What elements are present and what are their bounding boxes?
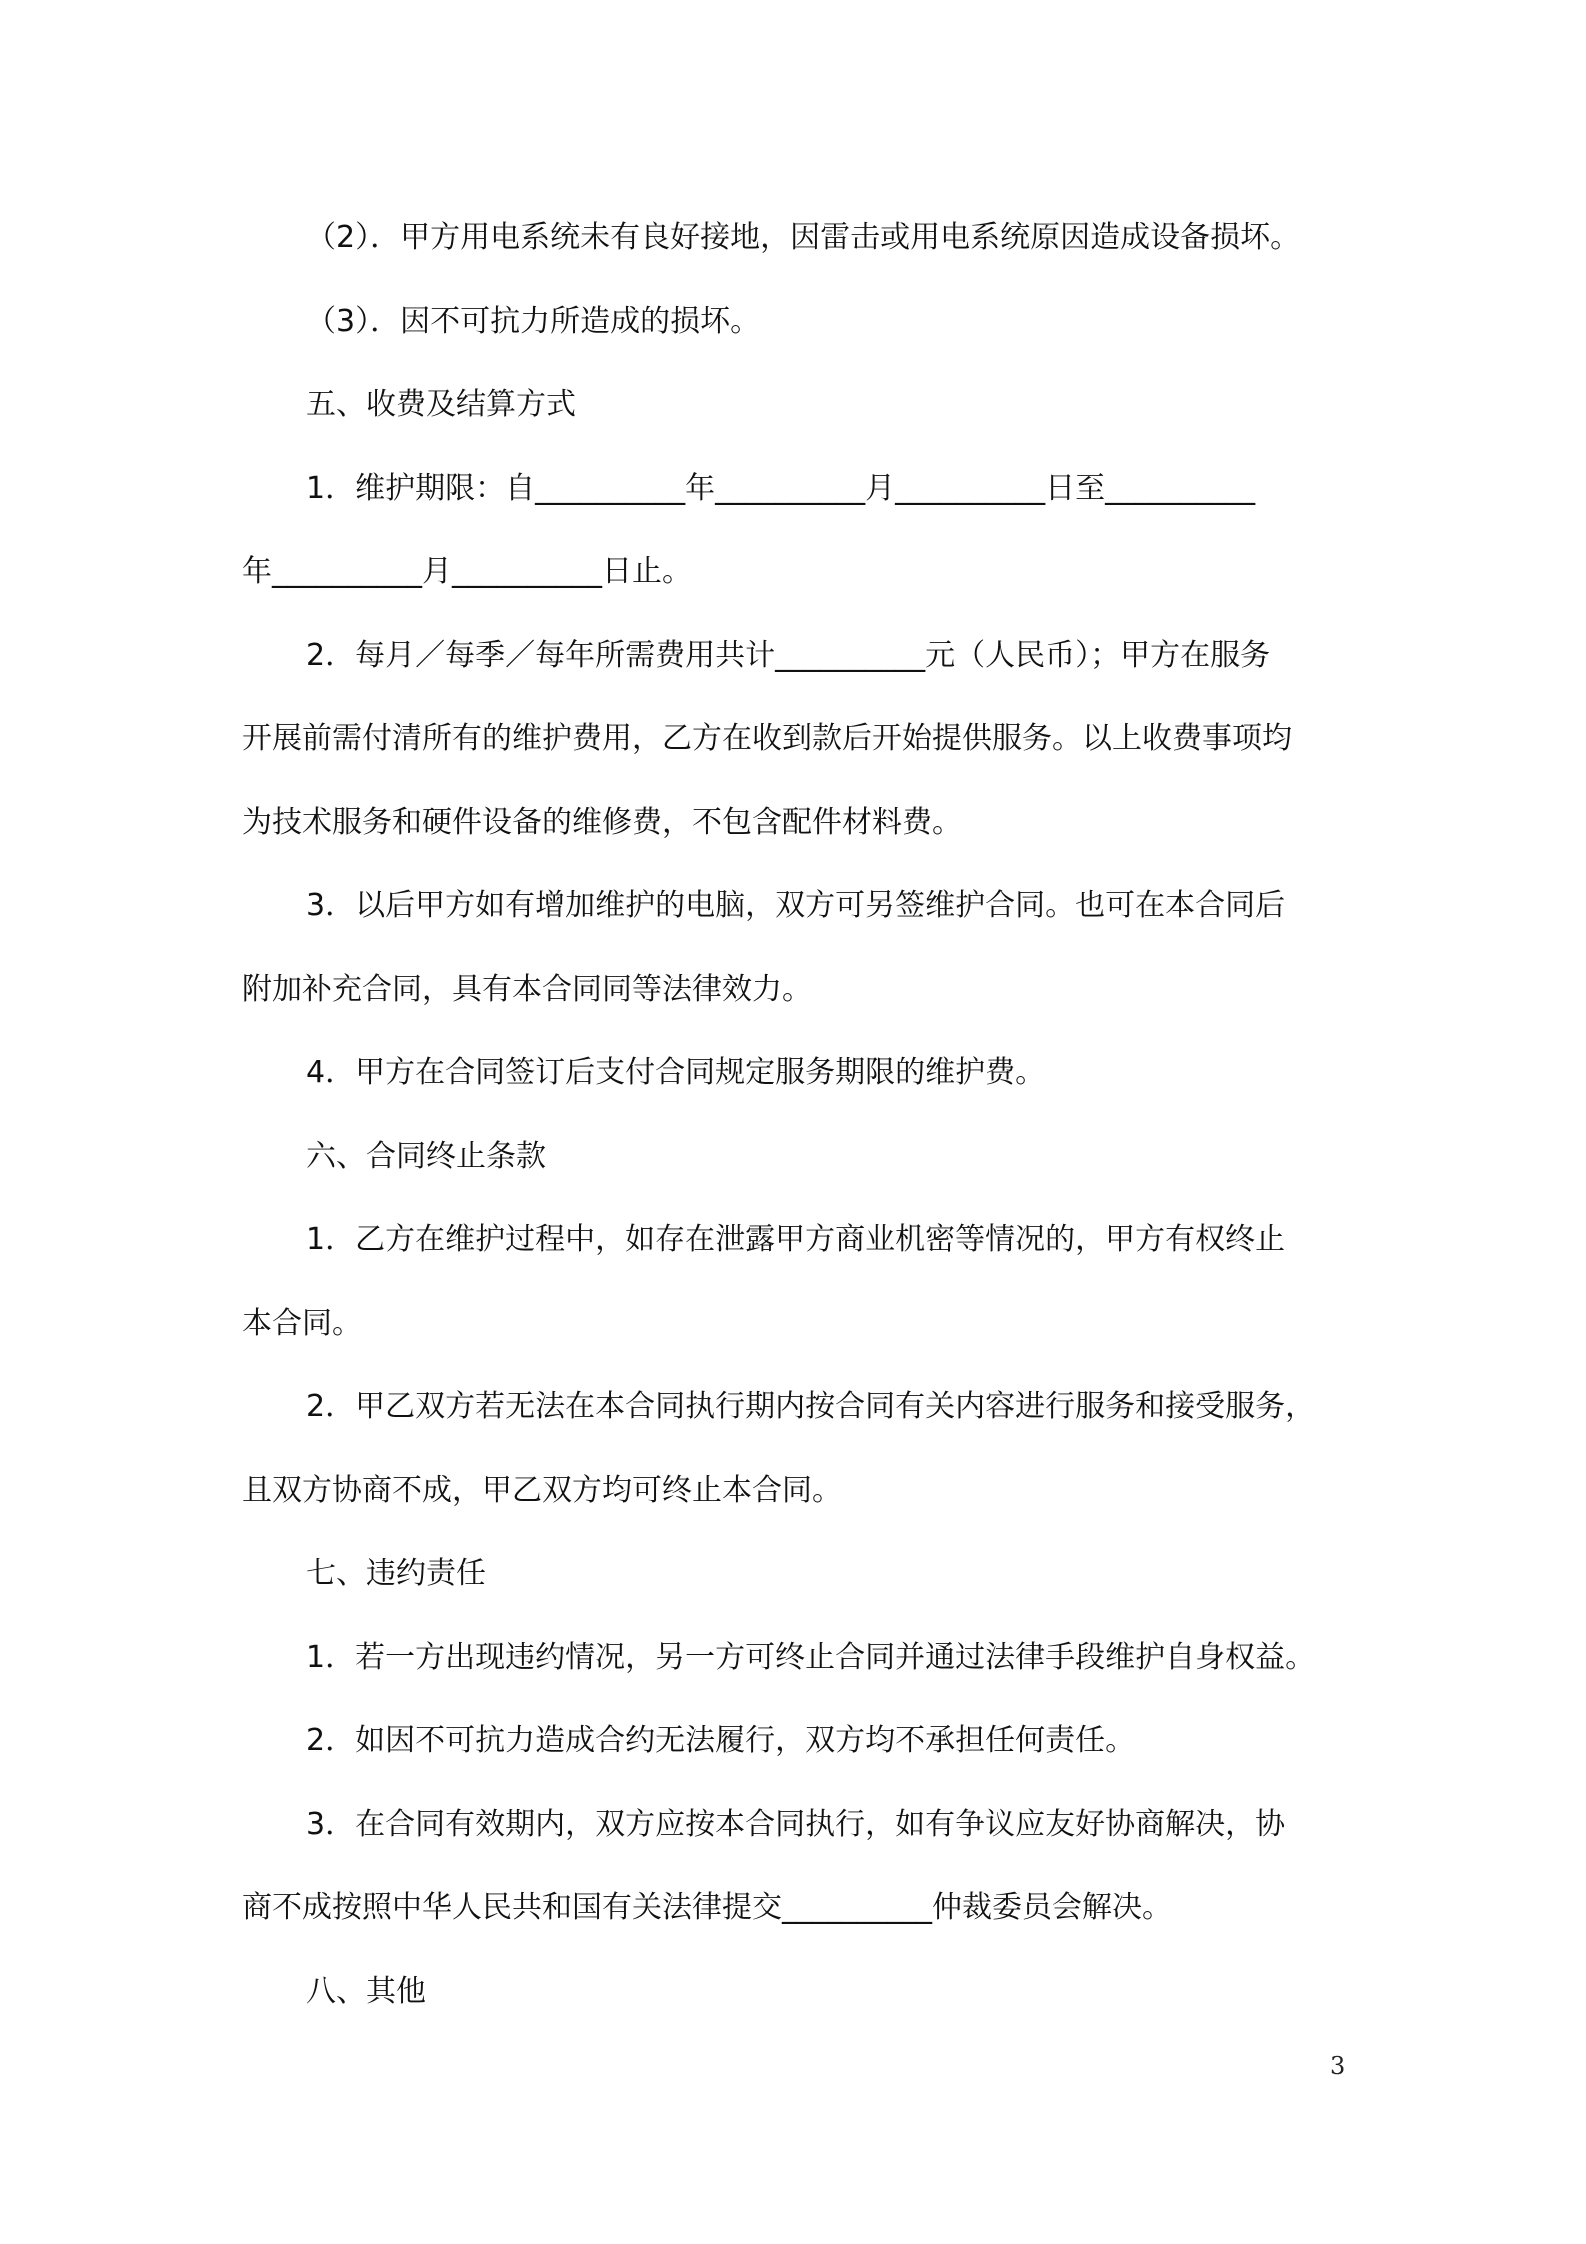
clause-line: 2．如因不可抗力造成合约无法履行，双方均不承担任何责任。 [306,1723,1136,1758]
clause-line: （3）．因不可抗力所造成的损坏。 [306,303,761,339]
section-heading: 八、其他 [306,1973,426,2009]
section-heading: 五、收费及结算方式 [306,387,576,422]
section-heading: 六、合同终止条款 [306,1138,546,1174]
clause-line: 2．甲乙双方若无法在本合同执行期内按合同有关内容进行服务和接受服务， [306,1389,1316,1424]
clause-line: 1．乙方在维护过程中，如存在泄露甲方商业机密等情况的，甲方有权终止 [306,1222,1286,1257]
clause-line: 1．维护期限：自__________年__________月__________日至__________ [306,470,1256,506]
clause-line: 2．每月／每季／每年所需费用共计__________元（人民币）；甲方在服务 [306,637,1271,673]
section-heading: 七、违约责任 [306,1556,486,1591]
clause-line: （2）．甲方用电系统未有良好接地，因雷击或用电系统原因造成设备损坏。 [306,220,1301,255]
clause-line: 1．若一方出现违约情况，另一方可终止合同并通过法律手段维护自身权益。 [306,1639,1316,1675]
clause-line: 4．甲方在合同签订后支付合同规定服务期限的维护费。 [306,1055,1046,1090]
clause-line: 本合同。 [242,1305,362,1341]
clause-line: 附加补充合同，具有本合同同等法律效力。 [242,971,812,1007]
clause-line: 3．在合同有效期内，双方应按本合同执行，如有争议应友好协商解决，协 [306,1806,1286,1842]
clause-line: 商不成按照中华人民共和国有关法律提交__________仲裁委员会解决。 [242,1890,1172,1925]
clause-line: 开展前需付清所有的维护费用，乙方在收到款后开始提供服务。以上收费事项均 [242,721,1292,756]
clause-line: 年__________月__________日止。 [242,554,692,589]
page-number: 3 [1330,2052,1346,2080]
document-body [242,196,1372,2033]
clause-line: 3．以后甲方如有增加维护的电脑，双方可另签维护合同。也可在本合同后 [306,888,1286,923]
clause-line: 且双方协商不成，甲乙双方均可终止本合同。 [242,1472,842,1508]
clause-line: 为技术服务和硬件设备的维修费，不包含配件材料费。 [242,804,962,840]
